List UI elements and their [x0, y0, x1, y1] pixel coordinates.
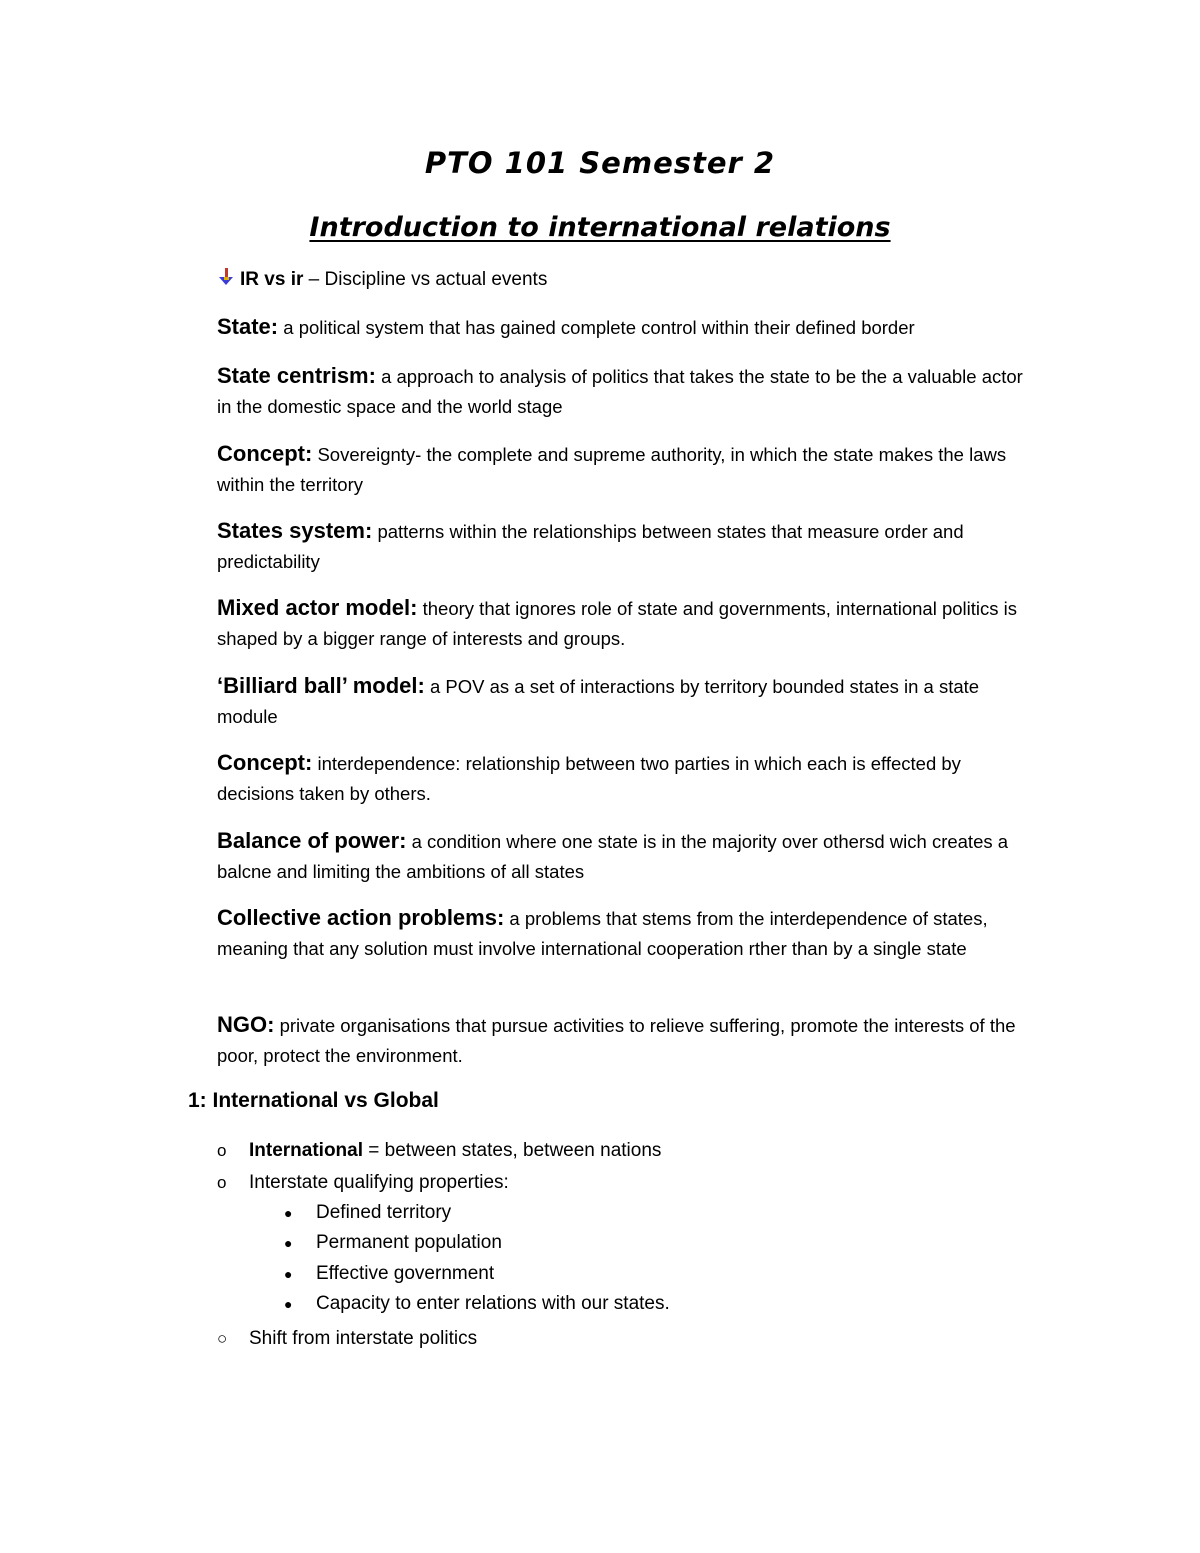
definition-text: a approach to analysis of politics that takes the state to be the a valuable actor in the domestic space and the world stage — [217, 366, 1023, 417]
hollow-circle-bullet-icon: o — [217, 1141, 227, 1160]
filled-circle-bullet-icon: ● — [284, 1234, 293, 1251]
list-item — [217, 1172, 509, 1194]
hollow-circle-bullet-icon: ○ — [217, 1329, 228, 1348]
definition-ngo — [217, 1010, 1027, 1071]
document-subtitle: Introduction to international relations — [309, 212, 891, 243]
sub-list-item-text: Capacity to enter relations with our states. — [316, 1293, 670, 1314]
intro-bullet-text: – Discipline vs actual events — [303, 269, 548, 291]
sub-list-item — [284, 1293, 670, 1315]
definition-text: a problems that stems from the interdependence of states, meaning that any solution must involve international cooperation rther than by a single state — [217, 908, 988, 959]
filled-circle-bullet-icon: ● — [284, 1265, 293, 1282]
definition-concept-sovereignty — [217, 439, 1027, 500]
definition-term: Mixed actor model: — [217, 595, 418, 620]
definition-billiard-ball-model — [217, 671, 1027, 732]
definition-state-centrism — [217, 361, 1027, 422]
sub-list-item — [284, 1232, 502, 1254]
sub-list-item — [284, 1202, 451, 1224]
filled-circle-bullet-icon: ● — [284, 1204, 293, 1221]
definition-term: NGO: — [217, 1012, 275, 1037]
sub-list-item-text: Effective government — [316, 1263, 495, 1284]
definition-text: patterns within the relationships between states that measure order and predictability — [217, 521, 964, 572]
section-heading: 1: International vs Global — [188, 1089, 439, 1112]
document-title: PTO 101 Semester 2 — [424, 146, 776, 180]
list-item-bold: International — [249, 1140, 364, 1161]
list-item — [217, 1140, 661, 1162]
down-arrow-bullet-icon — [218, 268, 240, 292]
definition-text: interdependence: relationship between two parties in which each is effected by decisions taken by others. — [217, 753, 961, 804]
sub-list-item — [284, 1263, 494, 1285]
definition-term: Concept: — [217, 441, 313, 466]
definition-term: Balance of power: — [217, 828, 407, 853]
definition-term: Concept: — [217, 750, 313, 775]
intro-bullet-bold: IR vs ir — [240, 269, 304, 291]
list-item-text: Interstate qualifying properties: — [249, 1172, 509, 1193]
filled-circle-bullet-icon: ● — [284, 1295, 293, 1312]
definition-state — [217, 312, 1027, 343]
definition-text: a POV as a set of interactions by territory bounded states in a state module — [217, 676, 980, 727]
definition-term: ‘Billiard ball’ model: — [217, 673, 425, 698]
list-item-text: Shift from interstate politics — [249, 1328, 478, 1349]
definition-text: theory that ignores role of state and governments, international politics is shaped by a bigger range of interests and groups. — [217, 598, 1018, 649]
definition-mixed-actor-model — [217, 593, 1027, 654]
sub-list-item-text: Permanent population — [316, 1232, 502, 1253]
definition-term: States system: — [217, 518, 373, 543]
definition-concept-interdependence — [217, 748, 1027, 809]
definition-term: Collective action problems: — [217, 905, 505, 930]
sub-list-item-text: Defined territory — [316, 1202, 452, 1223]
definition-text: private organisations that pursue activities to relieve suffering, promote the interests of the poor, protect the environment. — [217, 1015, 1016, 1066]
definition-collective-action-problems — [217, 903, 1027, 964]
definition-term: State centrism: — [217, 363, 376, 388]
definition-text: a political system that has gained complete control within their defined border — [278, 317, 915, 338]
definition-states-system — [217, 516, 1027, 577]
list-item-text: = between states, between nations — [363, 1140, 662, 1161]
definition-term: State: — [217, 314, 279, 339]
definition-text: Sovereignty- the complete and supreme authority, in which the state makes the laws within the territory — [217, 444, 1007, 495]
hollow-circle-bullet-icon: o — [217, 1173, 227, 1192]
definition-text: a condition where one state is in the majority over othersd wich creates a balcne and limiting the ambitions of all states — [217, 831, 1009, 882]
intro-bullet — [218, 268, 547, 292]
list-item — [217, 1328, 477, 1350]
definition-balance-of-power — [217, 826, 1027, 887]
